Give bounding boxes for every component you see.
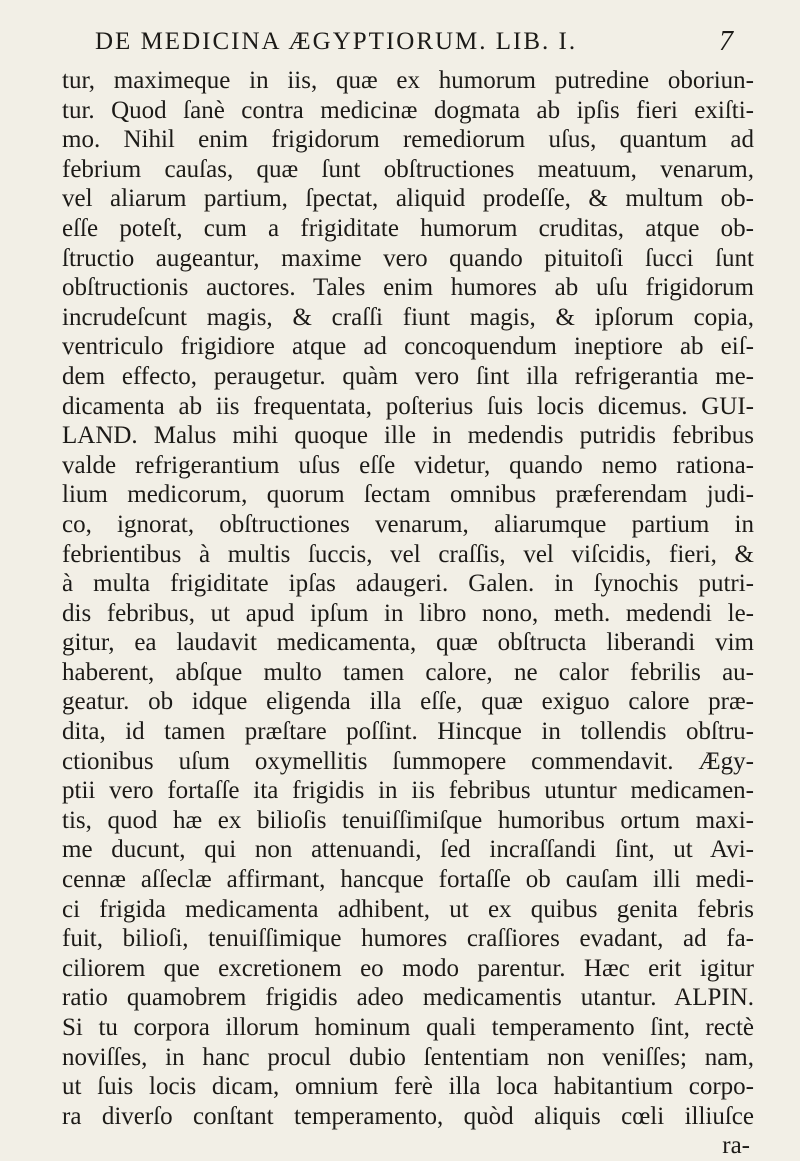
text-line: ratio quamobrem frigidis adeo medicamentis utantur. ALPIN. [62,984,754,1012]
text-line: dita, id tamen præſtare poſſint. Hincque in tollendis obſtru- [62,718,754,746]
text-line: tis, quod hæ ex bilioſis tenuiſſimiſque humoribus ortum maxi- [62,806,754,834]
text-line: me ducunt, qui non attenuandi, ſed incraſſandi ſint, ut Avi- [62,836,754,864]
text-line: cennæ aſſeclæ affirmant, hancque fortaſſe ob cauſam illi medi- [62,866,754,894]
text-line: eſſe poteſt, cum a frigiditate humorum cruditas, atque ob- [62,214,754,242]
running-head-title: DE MEDICINA ÆGYPTIORUM. LIB. I. [95,28,578,55]
text-line: ſtructio augeantur, maxime vero quando pituitoſi ſucci ſunt [62,244,754,272]
text-line: dicamenta ab iis frequentata, poſterius ſuis locis dicemus. GUI- [62,392,754,420]
text-line: vel aliarum partium, ſpectat, aliquid prodeſſe, & multum ob- [62,185,754,213]
text-line: obſtructionis auctores. Tales enim humores ab uſu frigidorum [62,274,754,302]
text-line: dis febribus, ut apud ipſum in libro nono, meth. medendi le- [62,599,754,627]
text-line: ptii vero fortaſſe ita frigidis in iis febribus utuntur medicamen- [62,777,754,805]
text-line: ci frigida medicamenta adhibent, ut ex quibus genita febris [62,895,754,923]
text-line: co, ignorat, obſtructiones venarum, aliarumque partium in [62,510,754,538]
text-line: ctionibus uſum oxymellitis ſummopere commendavit. Ægy- [62,747,754,775]
text-line: LAND. Malus mihi quoque ille in medendis putridis febribus [62,422,754,450]
running-head [95,20,735,64]
text-line: ventriculo frigidiore atque ad concoquendum ineptiore ab eiſ- [62,333,754,361]
text-line: gitur, ea laudavit medicamenta, quæ obſtructa liberandi vim [62,629,754,657]
text-line: valde refrigerantium uſus eſſe videtur, quando nemo rationa- [62,451,754,479]
text-line: tur. Quod ſanè contra medicinæ dogmata ab ipſis fieri exiſti- [62,96,754,124]
text-line: febrium cauſas, quæ ſunt obſtructiones meatuum, venarum, [62,155,754,183]
text-line: dem effecto, peraugetur. quàm vero ſint illa refrigerantia me- [62,362,754,390]
text-line: incrudeſcunt magis, & craſſi fiunt magis, & ipſorum copia, [62,303,754,331]
text-line: à multa frigiditate ipſas adaugeri. Galen. in ſynochis putri- [62,570,754,598]
text-line: geatur. ob idque eligenda illa eſſe, quæ exiguo calore præ- [62,688,754,716]
text-line: ra diverſo conſtant temperamento, quòd aliquis cœli illiuſce [62,1102,754,1130]
text-line: tur, maximeque in iis, quæ ex humorum putredine oboriun- [62,67,754,94]
text-line: ra- [722,1132,750,1160]
text-line: haberent, abſque multo tamen calore, ne calor febrilis au- [62,658,754,686]
text-line: Si tu corpora illorum hominum quali temperamento ſint, rectè [62,1014,754,1041]
text-line: febrientibus à multis ſuccis, vel craſſis, vel viſcidis, fieri, & [62,540,754,568]
text-line: noviſſes, in hanc procul dubio ſententiam non veniſſes; nam, [62,1043,754,1071]
text-line: ciliorem que excretionem eo modo parentur. Hæc erit igitur [62,954,754,982]
body-text [62,66,754,1161]
text-line: mo. Nihil enim frigidorum remediorum uſus, quantum ad [62,126,754,154]
text-line: ut ſuis locis dicam, omnium ferè illa loca habitantium corpo- [62,1073,754,1101]
page-number: 7 [719,26,735,57]
text-line: lium medicorum, quorum ſectam omnibus præferendam judi- [62,481,754,509]
text-line: fuit, bilioſi, tenuiſſimique humores craſſiores evadant, ad fa- [62,925,754,953]
